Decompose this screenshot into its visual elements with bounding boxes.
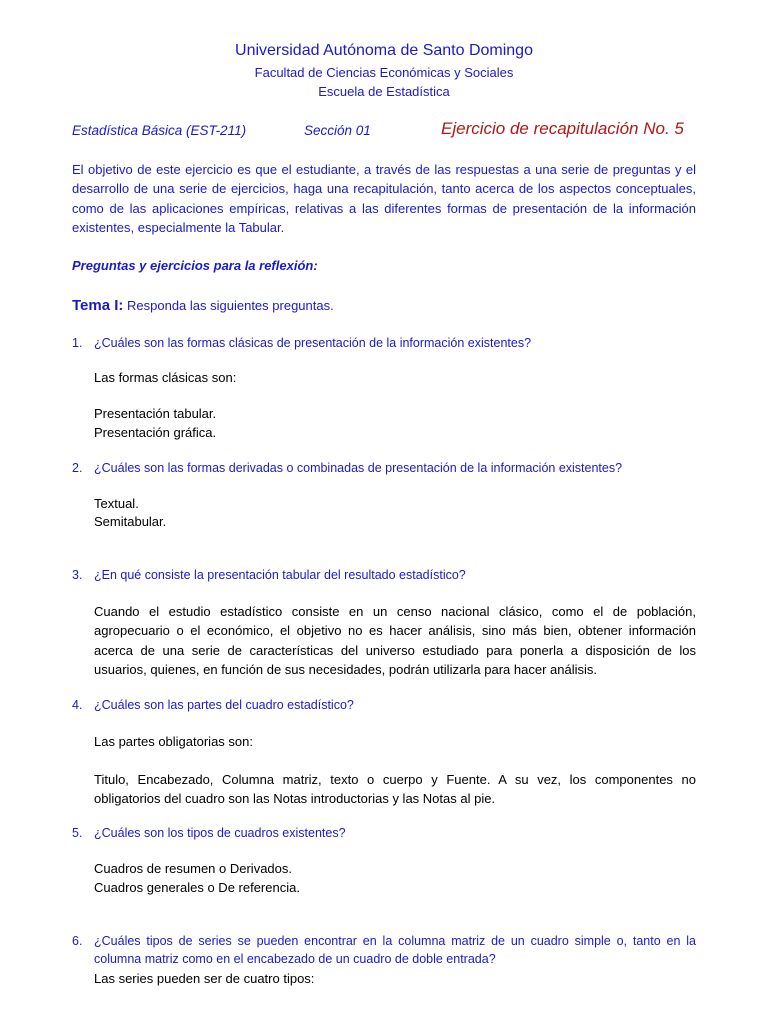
question-text: ¿Cuáles son las partes del cuadro estadístico? [94, 698, 354, 712]
faculty-subtitle: Facultad de Ciencias Económicas y Sociales [254, 65, 514, 80]
question-4 [72, 696, 696, 714]
question-text: ¿Cuáles son los tipos de cuadros existentes? [94, 826, 346, 840]
answer-2-line-2: Semitabular. [94, 514, 167, 529]
tema-label: Tema I: [72, 297, 124, 314]
question-text: ¿En qué consiste la presentación tabular del resultado estadístico? [94, 568, 466, 582]
course-info-row [72, 121, 696, 143]
answer-2-line-1: Textual. [94, 496, 139, 511]
answer-1-line-3: Presentación tabular. [94, 406, 217, 421]
answer-4-paragraph: Titulo, Encabezado, Columna matriz, texto o cuerpo y Fuente. A su vez, los componentes no obligatorios del cuadro son las Notas introductorias y las Notas al pie. [94, 772, 696, 807]
question-text: ¿Cuáles tipos de series se pueden encontrar en la columna matriz de un cuadro simple o, tanto en la columna matriz como en el encabezado de un cuadro de doble entrada? [94, 934, 696, 966]
question-number: 6. [72, 934, 83, 948]
question-3 [72, 566, 696, 584]
question-text: ¿Cuáles son las formas clásicas de presentación de la información existentes? [94, 336, 532, 350]
answer-1-line-1: Las formas clásicas son: [94, 370, 237, 385]
answer-1-line-4: Presentación gráfica. [94, 425, 217, 440]
course-name: Estadística Básica (EST-211) [72, 123, 247, 138]
answer-5-line-2: Cuadros generales o De referencia. [94, 880, 300, 895]
question-1 [72, 334, 696, 352]
question-text: ¿Cuáles son las formas derivadas o combinadas de presentación de la información existentes? [94, 461, 623, 475]
answer-4-intro: Las partes obligatorias son: [94, 734, 253, 749]
question-number: 4. [72, 698, 83, 712]
question-number: 2. [72, 461, 83, 475]
question-6 [72, 932, 696, 968]
answer-3-paragraph: Cuando el estudio estadístico consiste en un censo nacional clásico, como el de población, agropecuario o el económico, el objetivo no es hacer análisis, sino más bien, obtener información acerca de una serie de características del universo estudiado para ponerla a disposición de los usuarios, quienes, en función de sus necesidades, podrán utilizarla para hacer análisis. [94, 604, 696, 677]
objective-paragraph: El objetivo de este ejercicio es que el estudiante, a través de las respuestas a una serie de preguntas y el desarrollo de una serie de ejercicios, haga una recapitulación, tanto acerca de los aspectos conceptuales, como de las aplicaciones empíricas, relativas a las diferentes formas de presentación de la información existentes, especialmente la Tabular. [72, 162, 696, 235]
answer-5-line-1: Cuadros de resumen o Derivados. [94, 861, 292, 876]
tema-instruction: Responda las siguientes preguntas. [123, 298, 334, 313]
tema-heading [72, 297, 334, 314]
university-title: Universidad Autónoma de Santo Domingo [235, 42, 533, 59]
question-2 [72, 459, 696, 477]
school-subtitle: Escuela de Estadística [318, 84, 450, 99]
question-number: 3. [72, 568, 83, 582]
reflection-heading: Preguntas y ejercicios para la reflexión: [72, 258, 318, 273]
course-section: Sección 01 [304, 123, 371, 138]
question-number: 1. [72, 336, 83, 350]
exercise-title: Ejercicio de recapitulación No. 5 [441, 119, 684, 138]
answer-6-line-1: Las series pueden ser de cuatro tipos: [94, 971, 315, 986]
question-number: 5. [72, 826, 83, 840]
question-5 [72, 824, 696, 842]
